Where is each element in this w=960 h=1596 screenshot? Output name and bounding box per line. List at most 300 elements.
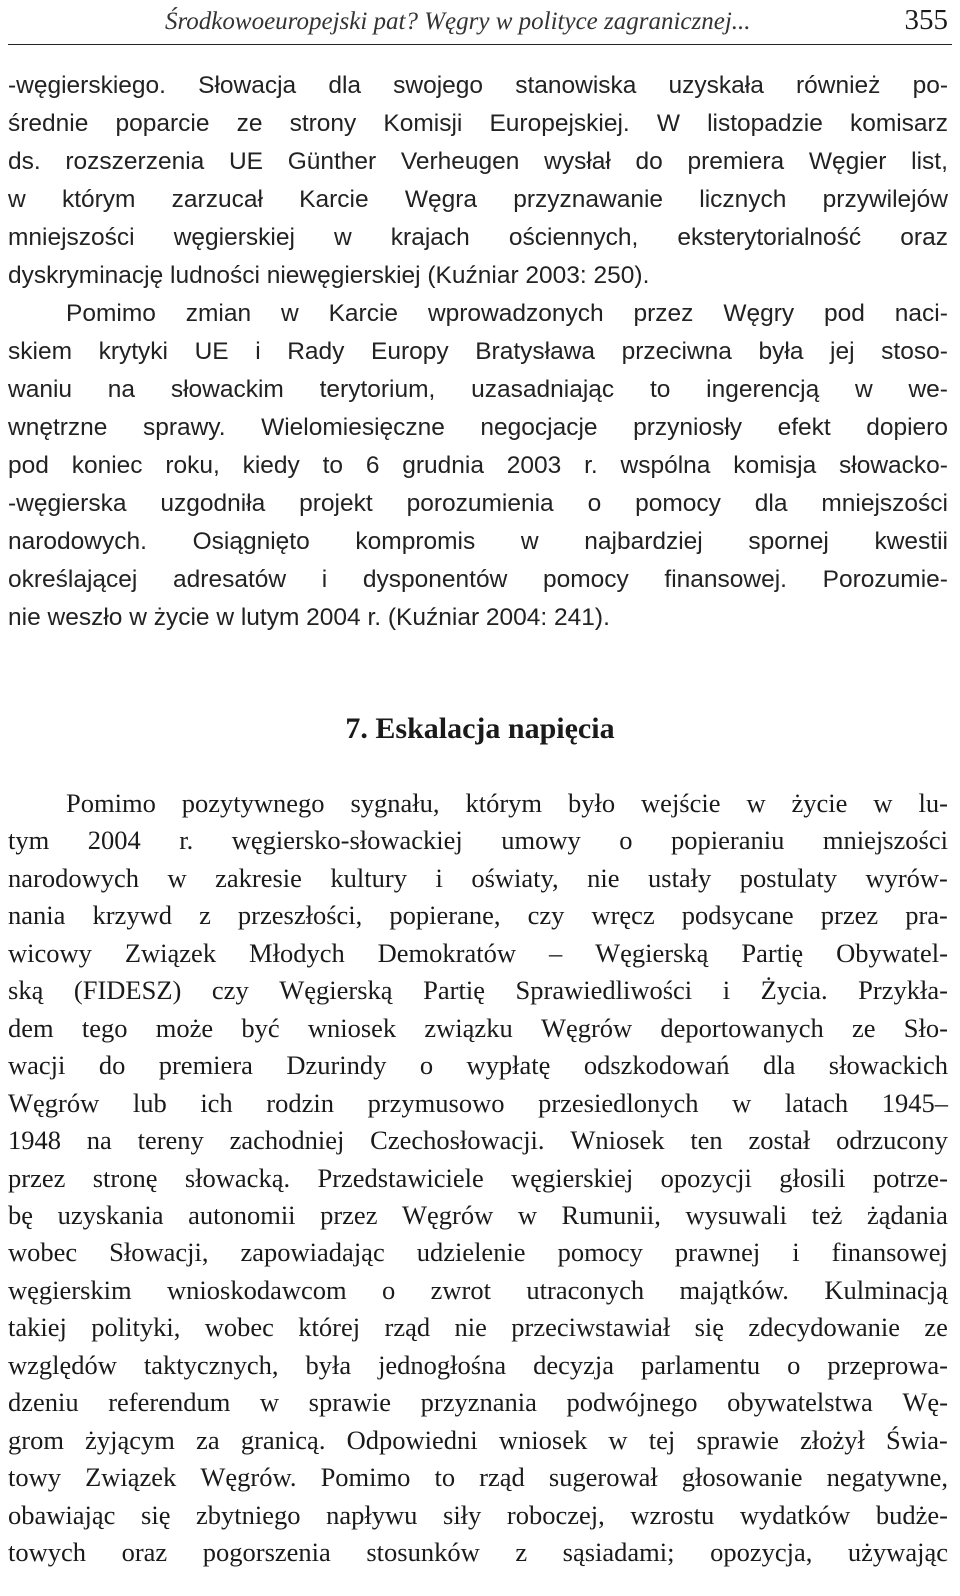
word: Rady [287,338,345,365]
word: dem [8,1013,54,1043]
word: Węgierską [279,975,393,1005]
text-line [8,1196,948,1234]
word: Młodych [249,938,345,968]
word: o [619,825,633,855]
page-number: 355 [904,4,948,36]
word: w [732,1088,752,1118]
word: w [608,1425,628,1455]
word: granicą. [240,1425,326,1455]
word: to [649,376,671,403]
word: przez [8,1163,66,1193]
word: nania [8,900,66,930]
word: słowacko- [839,452,948,479]
word: dysponentów [362,566,508,593]
word: może [155,1013,214,1043]
word: przeszłości, [237,900,363,930]
word: do [635,148,663,175]
word: o [787,1350,801,1380]
word: Związek [85,1462,177,1492]
text-line [8,561,948,599]
word: naci- [894,300,948,327]
word: i [722,975,731,1005]
word: przymusowo [367,1088,505,1118]
word: Związek [124,938,217,968]
word: adresatów [173,566,287,593]
word: Sprawiedliwości [515,975,693,1005]
word: Wniosek [570,1125,665,1155]
word: z [199,900,211,930]
word: oraz [900,224,948,251]
word: wniosek [498,1425,588,1455]
word: zapowiadając [240,1237,385,1267]
word: utraconych [526,1275,645,1305]
word: przez [320,1200,378,1230]
word: wzrostu [630,1500,715,1530]
word: 2003 [506,452,562,479]
word: polityki, [91,1312,181,1342]
text-line [8,896,948,934]
word: Węgrów. [200,1462,297,1492]
word: Węgierską [595,938,709,968]
word: podsycane [681,900,794,930]
word: w [8,186,26,213]
word: dopiero [866,414,948,441]
word: Przykła- [858,975,948,1005]
word: Europejskiej. [489,110,630,137]
word: roku, [165,452,220,479]
word: efekt [777,414,831,441]
word: list, [911,148,948,175]
word: również [796,72,881,99]
word: negocjacje [480,414,598,441]
word: ich [200,1088,233,1118]
word: dla [328,72,362,99]
text-line: nie weszło w życie w lutym 2004 r. (Kuźniar 2004: 241). [8,604,610,631]
text-line [8,1308,948,1346]
word: oświaty, [471,863,559,893]
word: Karcie [328,300,399,327]
word: Karcie [299,186,369,213]
word: uzyskania [57,1200,164,1230]
word: przyznawanie [513,186,664,213]
text-line [8,934,948,972]
word: dla [762,1050,796,1080]
word: premiera [687,148,785,175]
word: nie [587,863,620,893]
word: pozytywnego [181,788,325,818]
word: Rumunii, [561,1200,661,1230]
word: węgierskiej [173,224,295,251]
word: 2004 [87,825,141,855]
word: to [434,1462,456,1492]
word: kwestii [874,528,948,555]
word: referendum [108,1387,231,1417]
word: Pomimo [66,300,156,327]
word: ds. [8,148,41,175]
text-line [8,409,948,447]
word: którym [465,788,543,818]
word: tym [8,825,50,855]
word: zachodniej [229,1125,345,1155]
word: rząd [384,1312,431,1342]
word: tereny [137,1125,204,1155]
word: wnętrzne [8,414,108,441]
word: stosunków [366,1537,480,1567]
word: komisja [733,452,817,479]
word: kompromis [355,528,476,555]
word: oraz [121,1537,168,1567]
word: skiem [8,338,72,365]
word: w [281,300,299,327]
word: zmian [185,300,252,327]
word: 6 [365,452,380,479]
word: stanowiska [515,72,637,99]
word: Verheugen [400,148,520,175]
word: wobec [8,1237,78,1267]
word: Komisji [383,110,463,137]
word: wacji [8,1050,66,1080]
word: wicowy [8,938,92,968]
word: ze [924,1312,948,1342]
word: rodzin [266,1088,334,1118]
word: dzeniu [8,1387,79,1417]
word: pomocy [542,566,629,593]
word: było [567,788,616,818]
word: Pomimo [320,1462,411,1492]
word: grom [8,1425,64,1455]
word: się [141,1500,171,1530]
text-line [8,105,948,143]
word: wysłał [544,148,611,175]
word: Bratysława [475,338,596,365]
word: w [517,1200,537,1230]
word: Słowacja [198,72,297,99]
word: pod [824,300,865,327]
word: narodowych [8,863,139,893]
text-line [8,523,948,561]
word: Życia. [760,975,828,1005]
word: lu- [918,788,948,818]
word: terytorium, [319,376,436,403]
word: sugerował [548,1462,658,1492]
text-line [8,219,948,257]
word: parlamentu [640,1350,761,1380]
word: ościennych, [508,224,639,251]
word: finansowej [831,1237,948,1267]
text-line [8,1383,948,1421]
word: węgierskiej [511,1163,634,1193]
word: sprawy. [142,414,226,441]
word: o [382,1275,396,1305]
word: słowacką. [184,1163,291,1193]
word: 1945– [881,1088,948,1118]
word: r. [584,452,598,479]
word: Węgrów [540,1013,633,1043]
word: wręcz [591,900,655,930]
word: głosowanie [681,1462,803,1492]
word: pomocy [635,490,721,517]
text-line [8,1084,948,1122]
word: Günther [287,148,377,175]
text-line [66,295,948,333]
word: do [98,1050,126,1080]
word: rozszerzenia [65,148,205,175]
word: przeprowa- [827,1350,948,1380]
word: sprawie [696,1425,779,1455]
word: wydatków [739,1500,851,1530]
word: i [255,338,261,365]
word: była [305,1350,352,1380]
word: Partię [423,975,485,1005]
word: ską [8,975,44,1005]
word: -węgierskiego. [8,72,166,99]
word: uzyskała [668,72,764,99]
word: którym [61,186,136,213]
word: negatywne, [826,1462,948,1492]
word: Węgier [808,148,887,175]
word: umowy [501,825,581,855]
word: napływu [326,1500,418,1530]
word: bę [8,1200,34,1230]
word: Porozumie- [822,566,948,593]
word: projekt [299,490,373,517]
word: wysuwali [685,1200,788,1230]
word: zarzucał [171,186,263,213]
word: stronę [92,1163,158,1193]
word: węgierskim [8,1275,132,1305]
word: – [548,938,563,968]
word: W [656,110,680,137]
word: wejście [641,788,721,818]
word: roboczej, [506,1500,605,1530]
word: postulaty [739,863,837,893]
text-line [8,1233,948,1271]
word: w [259,1387,280,1417]
word: używając [847,1537,948,1567]
word: majątków. [679,1275,789,1305]
word: towy [8,1462,61,1492]
word: przez [633,300,694,327]
word: odrzucony [836,1125,948,1155]
page-header [8,0,952,45]
word: latach [784,1088,849,1118]
word: został [748,1125,811,1155]
word: najbardziej [584,528,703,555]
text-line [8,371,948,409]
word: się [694,1312,725,1342]
word: Sło- [903,1013,948,1043]
word: po- [912,72,948,99]
word: o [419,1050,434,1080]
word: w [873,788,893,818]
word: związku [424,1013,513,1043]
word: Słowacji, [109,1237,209,1267]
word: udzielenie [416,1237,526,1267]
word: pra- [905,900,948,930]
word: nie [454,1312,487,1342]
word: głosili [779,1163,846,1193]
text-line [8,1046,948,1084]
word: przyniosły [633,414,743,441]
text-line [8,821,948,859]
word: wobec [204,1312,274,1342]
word: popieraniu [671,825,785,855]
word: Świa- [886,1425,948,1455]
word: we- [908,376,948,403]
word: ustały [648,863,712,893]
word: na [86,1125,112,1155]
word: słowackich [828,1050,948,1080]
word: Wę- [902,1387,948,1417]
text-line [8,447,948,485]
word: względów [8,1350,117,1380]
word: zbytniego [196,1500,301,1530]
word: sprawie [308,1387,392,1417]
word: Odpowiedni [346,1425,478,1455]
word: stoso- [881,338,948,365]
word: mniejszości [8,224,135,251]
text-line [8,143,948,181]
text-line [8,1159,948,1197]
word: Węgry [723,300,795,327]
word: na [107,376,136,403]
word: podwójnego [566,1387,698,1417]
text-line [8,1346,948,1384]
word: określającej [8,566,138,593]
word: też [811,1200,843,1230]
word: zakresie [215,863,302,893]
word: komisarz [849,110,948,137]
word: porozumienia [406,490,554,517]
word: węgiersko-słowackiej [231,825,463,855]
word: i [435,863,443,893]
word: lub [132,1088,167,1118]
word: życie [791,788,848,818]
word: Dzurindy [286,1050,387,1080]
word: decyzja [533,1350,614,1380]
word: strony [289,110,357,137]
word: kultury [330,863,407,893]
word: 1948 [8,1125,61,1155]
word: UE [228,148,263,175]
word: z [515,1537,528,1567]
word: deportowanych [660,1013,824,1043]
word: w [167,863,187,893]
word: opozycja, [710,1537,813,1567]
word: mniejszości [822,825,948,855]
word: budże- [875,1500,948,1530]
text-line [8,859,948,897]
word: Pomimo [66,788,156,818]
word: wprowadzonych [427,300,604,327]
word: eksterytorialność [677,224,862,251]
word: rząd [479,1462,525,1492]
word: popierane, [389,900,501,930]
word: czy [527,900,565,930]
word: wnioskodawcom [167,1275,347,1305]
word: opozycji [660,1163,752,1193]
word: uzgodniła [160,490,266,517]
text-line [8,1121,948,1159]
word: za [196,1425,220,1455]
text-line [8,1533,948,1571]
word: wyrów- [865,863,948,893]
word: wypłatę [466,1050,551,1080]
word: tej [648,1425,676,1455]
word: sąsiadami; [562,1537,675,1567]
word: Węgrów [8,1088,100,1118]
word: przyznania [420,1387,537,1417]
word: prawnej [674,1237,761,1267]
word: Osiągnięto [192,528,310,555]
word: zwrot [430,1275,491,1305]
word: być [241,1013,280,1043]
word: taktycznych, [143,1350,279,1380]
word: licznych [699,186,787,213]
text-line [8,1496,948,1534]
word: ze [236,110,263,137]
word: Demokratów [377,938,516,968]
word: takiej [8,1312,67,1342]
word: odszkodowań [583,1050,730,1080]
word: o [587,490,602,517]
word: UE [194,338,229,365]
text-line [8,67,948,105]
word: swojego [393,72,484,99]
word: narodowych. [8,528,147,555]
word: wspólna [620,452,711,479]
text-line [66,784,948,822]
word: jednogłośna [378,1350,507,1380]
text-line [8,1009,948,1047]
word: w [855,376,873,403]
word: sygnału, [350,788,440,818]
word: Węgrów [402,1200,494,1230]
word: siły [443,1500,482,1530]
word: wniosek [307,1013,397,1043]
word: przywilejów [822,186,948,213]
word: pomocy [557,1237,643,1267]
word: spornej [748,528,829,555]
word: Kulminacją [824,1275,948,1305]
word: krajach [390,224,470,251]
running-title: Środkowoeuropejski pat? Węgry w polityce zagranicznej... [165,8,751,35]
word: Przedstawiciele [317,1163,484,1193]
word: Europy [371,338,449,365]
word: jej [830,338,855,365]
word: w [520,528,539,555]
word: w [334,224,352,251]
word: i [321,566,328,593]
word: kiedy [242,452,300,479]
word: waniu [8,376,73,403]
word: krytyki [98,338,168,365]
text-line [8,1421,948,1459]
word: ten [690,1125,723,1155]
word: pogorszenia [202,1537,331,1567]
text-line: dyskryminację ludności niewęgierskiej (Kuźniar 2003: 250). [8,262,650,289]
word: przeciwna [621,338,732,365]
word: dla [754,490,788,517]
word: żyjącym [85,1425,175,1455]
section-heading: 7. Eskalacja napięcia [345,712,615,745]
word: ze [852,1013,876,1043]
word: pod [8,452,49,479]
word: średnie [8,110,89,137]
word: premiera [158,1050,253,1080]
word: Wielomiesięczne [261,414,445,441]
word: ingerencją [706,376,820,403]
